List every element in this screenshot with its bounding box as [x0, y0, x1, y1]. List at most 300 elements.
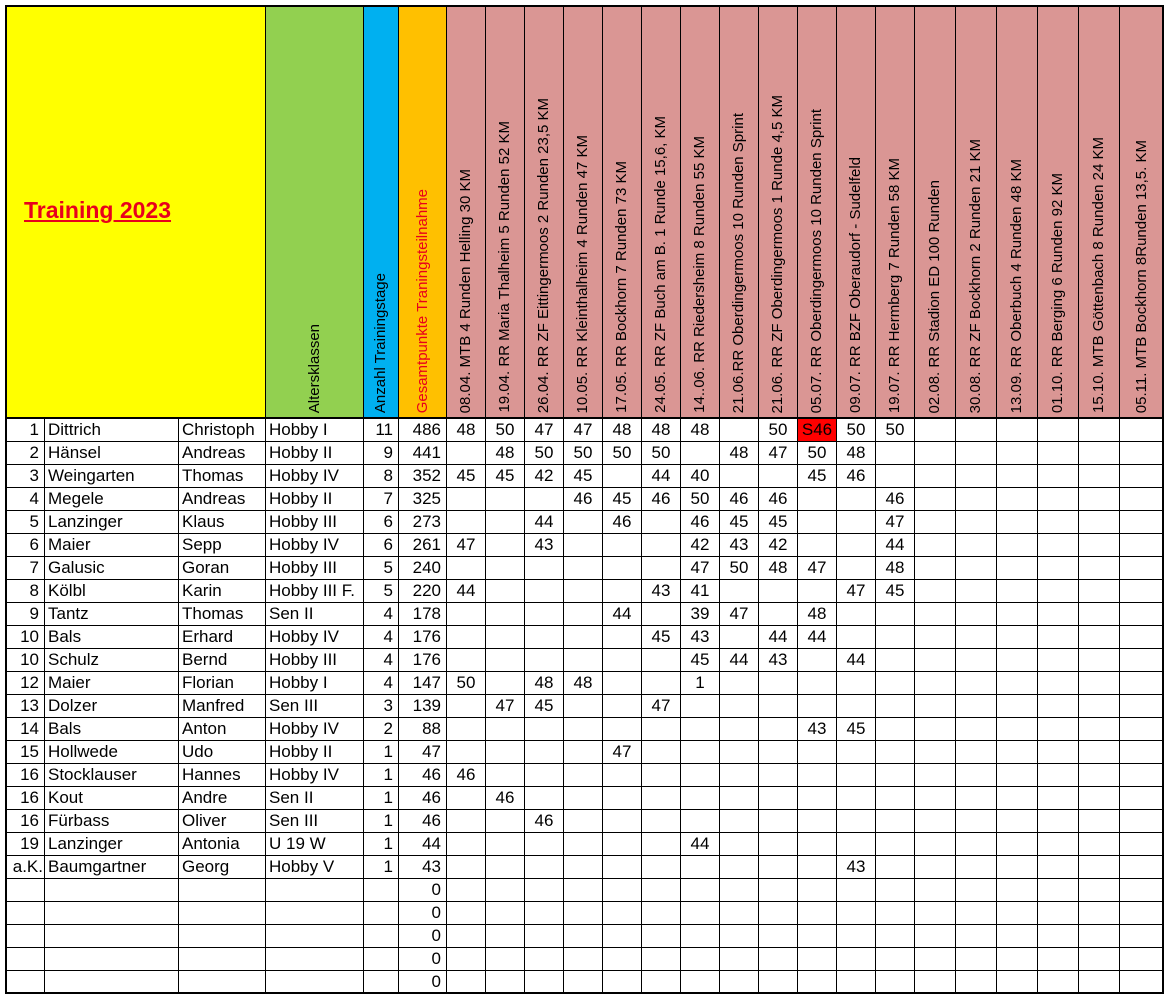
event-label: 17.05. RR Bockhorn 7 Runden 73 KM: [613, 161, 630, 413]
score-cell: [681, 948, 720, 971]
rank-cell: a.K.: [5, 856, 45, 879]
score-cell: [798, 810, 837, 833]
score-cell: [1120, 580, 1164, 603]
score-cell: [447, 695, 486, 718]
score-cell: [759, 856, 798, 879]
score-cell: [956, 902, 997, 925]
score-cell: [759, 971, 798, 994]
last-name-cell: [45, 971, 179, 994]
class-cell: Hobby II: [266, 488, 364, 511]
score-cell: [681, 787, 720, 810]
event-label: 09.07. RR BZF Oberaudorf - Sudelfeld: [847, 157, 864, 413]
days-cell: 1: [364, 856, 399, 879]
score-cell: [837, 603, 876, 626]
score-cell: [1079, 488, 1120, 511]
score-cell: [603, 879, 642, 902]
days-cell: 2: [364, 718, 399, 741]
score-cell: [1120, 787, 1164, 810]
score-cell: [486, 534, 525, 557]
score-cell: [525, 557, 564, 580]
days-cell: [364, 948, 399, 971]
event-header-8: [720, 5, 759, 419]
score-cell: [486, 511, 525, 534]
score-cell: [915, 810, 956, 833]
score-cell: [956, 580, 997, 603]
score-cell: [956, 626, 997, 649]
first-name-cell: [179, 879, 266, 902]
score-cell: 42: [681, 534, 720, 557]
score-cell: [1120, 557, 1164, 580]
score-cell: [525, 764, 564, 787]
days-cell: [364, 879, 399, 902]
score-cell: [1038, 787, 1079, 810]
score-cell: 41: [681, 580, 720, 603]
score-cell: 48: [525, 672, 564, 695]
score-cell: [642, 810, 681, 833]
score-cell: [915, 534, 956, 557]
score-cell: [956, 419, 997, 442]
score-cell: [956, 948, 997, 971]
total-cell: 441: [399, 442, 447, 465]
score-cell: [997, 741, 1038, 764]
score-cell: 46: [720, 488, 759, 511]
score-cell: [1038, 557, 1079, 580]
event-header-6: [642, 5, 681, 419]
score-cell: [837, 787, 876, 810]
event-label: 01.10. RR Berging 6 Runden 92 KM: [1049, 172, 1066, 413]
score-cell: [681, 902, 720, 925]
score-cell: [720, 672, 759, 695]
score-cell: 50: [681, 488, 720, 511]
score-cell: [798, 925, 837, 948]
score-cell: 48: [759, 557, 798, 580]
score-cell: [876, 695, 915, 718]
score-cell: [759, 580, 798, 603]
score-cell: [997, 534, 1038, 557]
score-cell: [447, 649, 486, 672]
event-label: 15.10. MTB Göttenbach 8 Runden 24 KM: [1090, 137, 1107, 413]
score-cell: 48: [876, 557, 915, 580]
score-cell: [1038, 833, 1079, 856]
score-cell: [1079, 902, 1120, 925]
score-cell: [1120, 833, 1164, 856]
days-cell: 1: [364, 764, 399, 787]
total-cell: 261: [399, 534, 447, 557]
score-cell: [486, 925, 525, 948]
score-cell: [720, 810, 759, 833]
score-cell: 46: [525, 810, 564, 833]
rank-cell: [5, 902, 45, 925]
total-cell: 0: [399, 948, 447, 971]
score-cell: [1120, 603, 1164, 626]
score-cell: [447, 810, 486, 833]
last-name-cell: Maier: [45, 534, 179, 557]
score-cell: [1079, 442, 1120, 465]
score-cell: [915, 557, 956, 580]
score-cell: [1079, 557, 1120, 580]
score-cell: [1038, 971, 1079, 994]
total-cell: 46: [399, 787, 447, 810]
score-cell: [915, 925, 956, 948]
score-cell: [681, 971, 720, 994]
score-cell: [486, 879, 525, 902]
score-cell: [798, 833, 837, 856]
score-cell: [1079, 971, 1120, 994]
score-cell: [720, 741, 759, 764]
score-cell: 45: [564, 465, 603, 488]
score-cell: [837, 879, 876, 902]
last-name-cell: Megele: [45, 488, 179, 511]
score-cell: [915, 718, 956, 741]
score-cell: [876, 741, 915, 764]
class-cell: Hobby III: [266, 557, 364, 580]
last-name-cell: [45, 948, 179, 971]
score-cell: 45: [642, 626, 681, 649]
first-name-cell: Manfred: [179, 695, 266, 718]
score-cell: [1120, 672, 1164, 695]
score-cell: [798, 971, 837, 994]
rank-cell: 19: [5, 833, 45, 856]
score-cell: [837, 672, 876, 695]
last-name-cell: Galusic: [45, 557, 179, 580]
score-cell: [1038, 419, 1079, 442]
class-cell: Hobby I: [266, 419, 364, 442]
total-cell: 240: [399, 557, 447, 580]
score-cell: 46: [642, 488, 681, 511]
days-cell: 1: [364, 741, 399, 764]
class-cell: Sen III: [266, 695, 364, 718]
score-cell: [837, 488, 876, 511]
score-cell: 45: [837, 718, 876, 741]
score-cell: [798, 741, 837, 764]
score-cell: [564, 557, 603, 580]
score-cell: [720, 971, 759, 994]
score-cell: 47: [876, 511, 915, 534]
score-cell: [1079, 419, 1120, 442]
score-cell: [956, 810, 997, 833]
rank-cell: 12: [5, 672, 45, 695]
rank-cell: 6: [5, 534, 45, 557]
score-cell: 48: [681, 419, 720, 442]
first-name-cell: Bernd: [179, 649, 266, 672]
score-cell: [759, 902, 798, 925]
score-cell: [564, 925, 603, 948]
score-cell: [603, 764, 642, 787]
score-cell: [720, 764, 759, 787]
score-cell: [1038, 488, 1079, 511]
total-cell: 43: [399, 856, 447, 879]
score-cell: [564, 787, 603, 810]
class-cell: U 19 W: [266, 833, 364, 856]
score-cell: [876, 603, 915, 626]
score-cell: [1120, 948, 1164, 971]
event-header-4: [564, 5, 603, 419]
score-cell: 44: [759, 626, 798, 649]
score-cell: [642, 741, 681, 764]
score-cell: 48: [603, 419, 642, 442]
score-cell: [1120, 856, 1164, 879]
score-cell: [1120, 810, 1164, 833]
score-cell: [447, 948, 486, 971]
last-name-cell: Bals: [45, 626, 179, 649]
score-cell: [915, 764, 956, 787]
score-cell: [603, 626, 642, 649]
event-header-18: [1120, 5, 1164, 419]
score-cell: [1120, 741, 1164, 764]
score-cell: [1120, 649, 1164, 672]
score-cell: [837, 764, 876, 787]
score-cell: [876, 787, 915, 810]
score-cell: [1120, 718, 1164, 741]
event-header-10: [798, 5, 837, 419]
rank-cell: 10: [5, 649, 45, 672]
score-cell: [1079, 925, 1120, 948]
score-cell: [447, 971, 486, 994]
score-cell: [564, 603, 603, 626]
score-cell: [876, 971, 915, 994]
last-name-cell: Kölbl: [45, 580, 179, 603]
score-cell: 43: [798, 718, 837, 741]
score-cell: [525, 925, 564, 948]
score-cell: 43: [525, 534, 564, 557]
score-cell: [997, 971, 1038, 994]
total-cell: 176: [399, 649, 447, 672]
class-cell: Hobby III: [266, 511, 364, 534]
first-name-cell: Christoph: [179, 419, 266, 442]
event-header-16: [1038, 5, 1079, 419]
score-cell: [1120, 764, 1164, 787]
score-cell: [759, 925, 798, 948]
event-header-13: [915, 5, 956, 419]
score-cell: 50: [759, 419, 798, 442]
score-cell: [997, 764, 1038, 787]
score-cell: [997, 879, 1038, 902]
score-cell: [997, 511, 1038, 534]
total-cell: 46: [399, 764, 447, 787]
class-cell: Hobby IV: [266, 764, 364, 787]
score-cell: [837, 925, 876, 948]
last-name-cell: Maier: [45, 672, 179, 695]
days-cell: 3: [364, 695, 399, 718]
class-cell: Sen II: [266, 787, 364, 810]
score-cell: [642, 787, 681, 810]
score-cell: [1120, 971, 1164, 994]
score-cell: [759, 741, 798, 764]
sheet-title: Training 2023: [24, 197, 172, 223]
score-cell: [681, 925, 720, 948]
class-cell: Hobby IV: [266, 718, 364, 741]
score-cell: [1120, 534, 1164, 557]
event-label: 26.04. RR ZF Eittingermoos 2 Runden 23,5 KM: [535, 97, 552, 413]
score-cell: [1038, 442, 1079, 465]
score-cell: [798, 672, 837, 695]
first-name-cell: Georg: [179, 856, 266, 879]
last-name-cell: Dittrich: [45, 419, 179, 442]
event-label: 21.06. RR ZF Oberdingermoos 1 Runde 4,5 KM: [769, 94, 786, 413]
score-cell: 44: [525, 511, 564, 534]
score-cell: [642, 511, 681, 534]
score-cell: 45: [720, 511, 759, 534]
score-cell: [956, 879, 997, 902]
score-cell: [564, 534, 603, 557]
score-cell: [486, 764, 525, 787]
score-cell: [915, 626, 956, 649]
first-name-cell: Karin: [179, 580, 266, 603]
score-cell: [447, 902, 486, 925]
event-header-5: [603, 5, 642, 419]
days-cell: 1: [364, 833, 399, 856]
last-name-cell: Bals: [45, 718, 179, 741]
score-cell: [447, 603, 486, 626]
score-cell: [1120, 902, 1164, 925]
event-label: 10.05. RR Kleinthalheim 4 Runden 47 KM: [574, 134, 591, 413]
last-name-cell: Hänsel: [45, 442, 179, 465]
score-cell: 43: [642, 580, 681, 603]
score-cell: [915, 442, 956, 465]
score-cell: 48: [798, 603, 837, 626]
score-cell: [1038, 879, 1079, 902]
score-cell: [956, 764, 997, 787]
score-cell: [447, 718, 486, 741]
score-cell: [603, 718, 642, 741]
score-cell: 44: [681, 833, 720, 856]
score-cell: [447, 787, 486, 810]
score-cell: 46: [486, 787, 525, 810]
score-cell: 45: [759, 511, 798, 534]
score-cell: [837, 741, 876, 764]
event-label: 05.07. RR Oberdingermoos 10 Runden Sprint: [808, 108, 825, 413]
score-cell: [681, 810, 720, 833]
days-cell: [364, 902, 399, 925]
score-cell: [876, 465, 915, 488]
score-cell: [564, 695, 603, 718]
days-cell: 5: [364, 557, 399, 580]
score-cell: [486, 672, 525, 695]
score-cell: [603, 580, 642, 603]
score-cell: 50: [603, 442, 642, 465]
score-cell: [603, 695, 642, 718]
score-cell: [642, 718, 681, 741]
score-cell: [1120, 488, 1164, 511]
class-cell: [266, 879, 364, 902]
score-cell: 50: [642, 442, 681, 465]
score-cell: 47: [720, 603, 759, 626]
event-header-7: [681, 5, 720, 419]
score-cell: 47: [798, 557, 837, 580]
score-cell: [603, 557, 642, 580]
days-cell: 4: [364, 672, 399, 695]
score-cell: [956, 442, 997, 465]
score-cell: 45: [681, 649, 720, 672]
score-cell: 42: [525, 465, 564, 488]
score-cell: [486, 603, 525, 626]
last-name-cell: Baumgartner: [45, 856, 179, 879]
score-cell: [837, 833, 876, 856]
first-name-cell: Sepp: [179, 534, 266, 557]
score-cell: [956, 787, 997, 810]
score-cell: [525, 787, 564, 810]
score-cell: [525, 833, 564, 856]
last-name-cell: Lanzinger: [45, 833, 179, 856]
score-cell: [564, 879, 603, 902]
score-cell: 43: [837, 856, 876, 879]
score-cell: [603, 902, 642, 925]
score-cell: [486, 902, 525, 925]
score-cell: [1038, 741, 1079, 764]
gesamt-header: [399, 5, 447, 419]
rank-cell: [5, 971, 45, 994]
score-cell: [564, 511, 603, 534]
score-cell: [915, 488, 956, 511]
score-cell: [759, 833, 798, 856]
score-cell: [564, 810, 603, 833]
score-cell: 48: [564, 672, 603, 695]
score-cell: [720, 833, 759, 856]
score-cell: 50: [837, 419, 876, 442]
rank-cell: 14: [5, 718, 45, 741]
score-cell: [837, 557, 876, 580]
score-cell: [564, 649, 603, 672]
total-cell: 44: [399, 833, 447, 856]
score-cell: [997, 672, 1038, 695]
class-cell: Sen II: [266, 603, 364, 626]
score-cell: [1038, 580, 1079, 603]
score-cell: [1038, 925, 1079, 948]
score-cell: [876, 879, 915, 902]
event-label: 21.06.RR Oberdingermoos 10 Runden Sprint: [730, 112, 747, 413]
class-cell: [266, 971, 364, 994]
last-name-cell: Schulz: [45, 649, 179, 672]
event-label: 05.11. MTB Bockhorn 8Runden 13,5. KM: [1132, 139, 1150, 413]
score-cell: [837, 511, 876, 534]
score-cell: [525, 603, 564, 626]
score-cell: [997, 718, 1038, 741]
score-cell: [447, 879, 486, 902]
score-cell: 46: [837, 465, 876, 488]
last-name-cell: Stocklauser: [45, 764, 179, 787]
rank-cell: [5, 925, 45, 948]
score-cell: [525, 902, 564, 925]
score-cell: [798, 511, 837, 534]
score-cell: [759, 787, 798, 810]
score-cell: 44: [798, 626, 837, 649]
score-cell: [564, 948, 603, 971]
score-cell: [997, 695, 1038, 718]
score-cell: [837, 971, 876, 994]
score-cell: [1079, 695, 1120, 718]
score-cell: [997, 419, 1038, 442]
class-cell: [266, 925, 364, 948]
score-cell: [915, 603, 956, 626]
score-cell: 44: [603, 603, 642, 626]
score-cell: [720, 948, 759, 971]
score-cell: 46: [447, 764, 486, 787]
first-name-cell: [179, 948, 266, 971]
score-cell: [915, 971, 956, 994]
score-cell: [759, 879, 798, 902]
score-cell: 48: [642, 419, 681, 442]
score-cell: 50: [447, 672, 486, 695]
score-cell: 45: [603, 488, 642, 511]
score-cell: [956, 925, 997, 948]
class-cell: Hobby I: [266, 672, 364, 695]
event-header-3: [525, 5, 564, 419]
score-cell: [798, 948, 837, 971]
score-cell: [1079, 856, 1120, 879]
score-cell: [564, 833, 603, 856]
event-label: 08.04. MTB 4 Runden Helling 30 KM: [457, 168, 474, 413]
score-cell: [915, 856, 956, 879]
